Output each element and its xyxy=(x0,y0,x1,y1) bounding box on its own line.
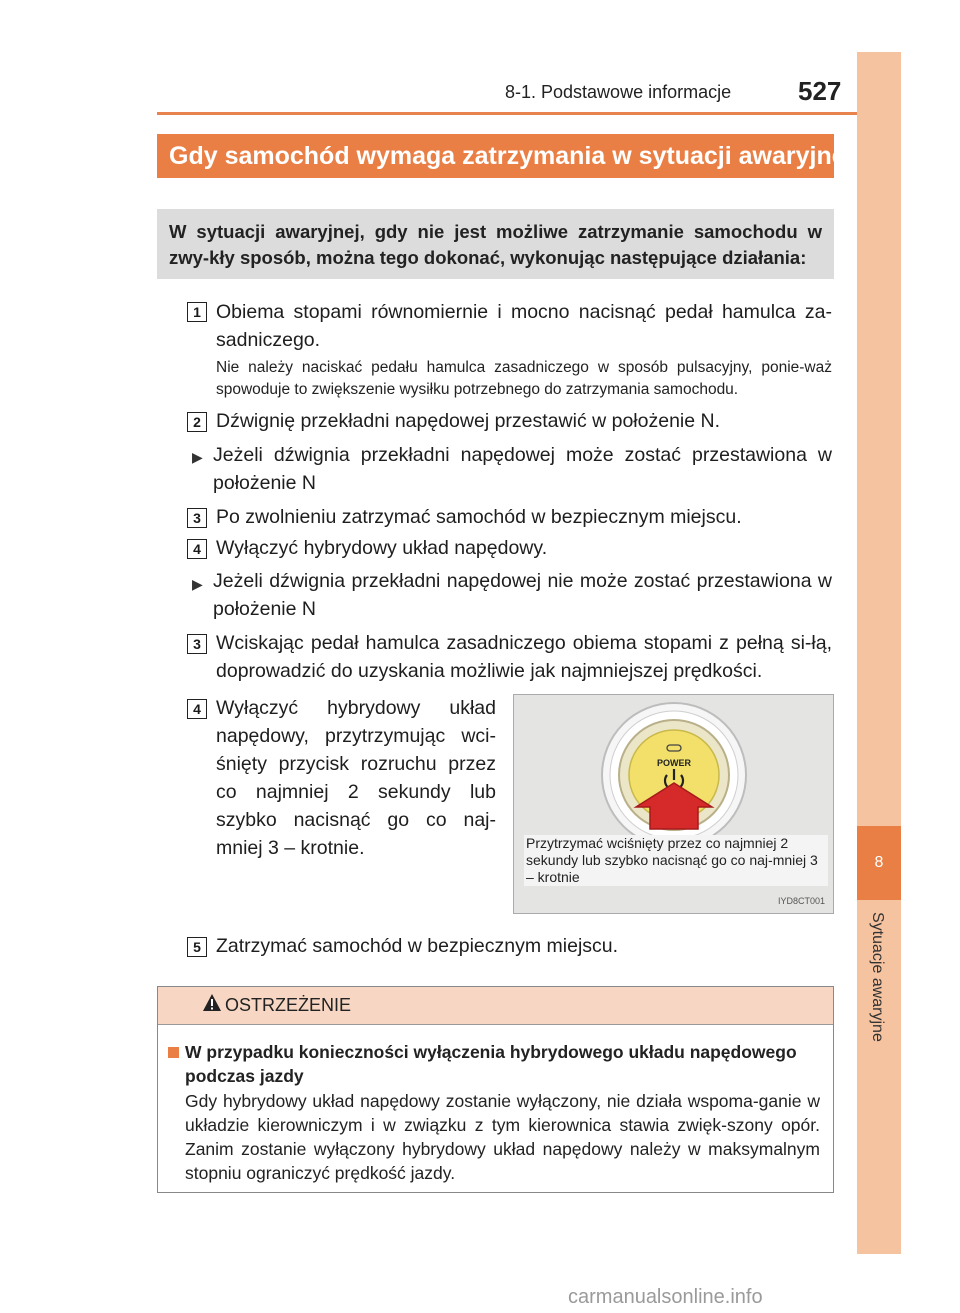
chapter-number: 8 xyxy=(857,826,901,900)
figure-caption: Przytrzymać wciśnięty przez co najmniej 2 sekundy lub szybko nacisnąć go co naj-mniej 3 – krotnie xyxy=(524,835,828,886)
watermark: carmanualsonline.info xyxy=(568,1286,763,1308)
triangle-right-icon: ▶ xyxy=(192,576,203,592)
chapter-label: Sytuacje awaryjne xyxy=(869,912,886,1042)
header-section: 8-1. Podstawowe informacje xyxy=(505,82,732,102)
section-title: Gdy samochód wymaga zatrzymania w sytuacji awaryjnej xyxy=(157,134,834,178)
page-number: 527 xyxy=(798,76,842,106)
power-label: POWER xyxy=(656,758,692,768)
step-text: Po zwolnieniu zatrzymać samochód w bezpiecznym miejscu. xyxy=(216,506,742,528)
step-note: Nie należy naciskać pedału hamulca zasadniczego w sposób pulsacyjny, ponie-waż spowoduje to zwiększenie wysiłku potrzebnego do zatrzymania samochodu. xyxy=(216,359,832,398)
step-text: Wyłączyć hybrydowy układ napędowy. xyxy=(216,537,548,559)
warning-title: OSTRZEŻENIE xyxy=(225,995,352,1015)
step-text: Zatrzymać samochód w bezpiecznym miejscu. xyxy=(216,935,619,957)
triangle-right-icon: ▶ xyxy=(192,449,203,465)
intro-box: W sytuacji awaryjnej, gdy nie jest możliwe zatrzymanie samochodu w zwy-kły sposób, można tego dokonać, wykonując następujące działania: xyxy=(157,209,834,279)
header-rule xyxy=(157,112,900,115)
step-number: 4 xyxy=(187,699,207,719)
step-number: 2 xyxy=(187,412,207,432)
warning-body: Gdy hybrydowy układ napędowy zostanie wyłączony, nie działa wspoma-ganie w układzie kierowniczym i w związku z tym kierownica stawia zwięk-szony opór. Zanim zostanie wyłączony hybrydowy układ napędowy należy w maksymalnym stopniu ograniczyć prędkość jazdy. xyxy=(185,1091,820,1183)
step-number: 5 xyxy=(187,937,207,957)
step-text: Wyłączyć hybrydowy układ napędowy, przytrzymując wci-śnięty przycisk rozruchu przez co najmniej 2 sekundy lub szybko nacisnąć go co naj-mniej 3 – krotnie. xyxy=(216,697,496,859)
warning-triangle-icon xyxy=(202,993,222,1012)
step-number: 3 xyxy=(187,508,207,528)
warning-bullet xyxy=(168,1047,179,1058)
step-number: 1 xyxy=(187,302,207,322)
step-number: 3 xyxy=(187,634,207,654)
figure-code: IYD8CT001 xyxy=(778,896,826,906)
condition-text: Jeżeli dźwignia przekładni napędowej może zostać przestawiona w położenie N xyxy=(213,444,832,494)
side-tab xyxy=(857,52,901,1254)
step-text: Dźwignię przekładni napędowej przestawić w położenie N. xyxy=(216,410,721,432)
condition-text: Jeżeli dźwignia przekładni napędowej nie może zostać przestawiona w położenie N xyxy=(213,570,832,620)
warning-subtitle: W przypadku konieczności wyłączenia hybrydowego układu napędowego podczas jazdy xyxy=(185,1042,797,1086)
step-text: Obiema stopami równomiernie i mocno nacisnąć pedał hamulca za-sadniczego. xyxy=(216,301,832,351)
step-number: 4 xyxy=(187,539,207,559)
step-text: Wciskając pedał hamulca zasadniczego obiema stopami z pełną si-łą, doprowadzić do uzyskania możliwie jak najmniejszej prędkości. xyxy=(216,632,832,682)
